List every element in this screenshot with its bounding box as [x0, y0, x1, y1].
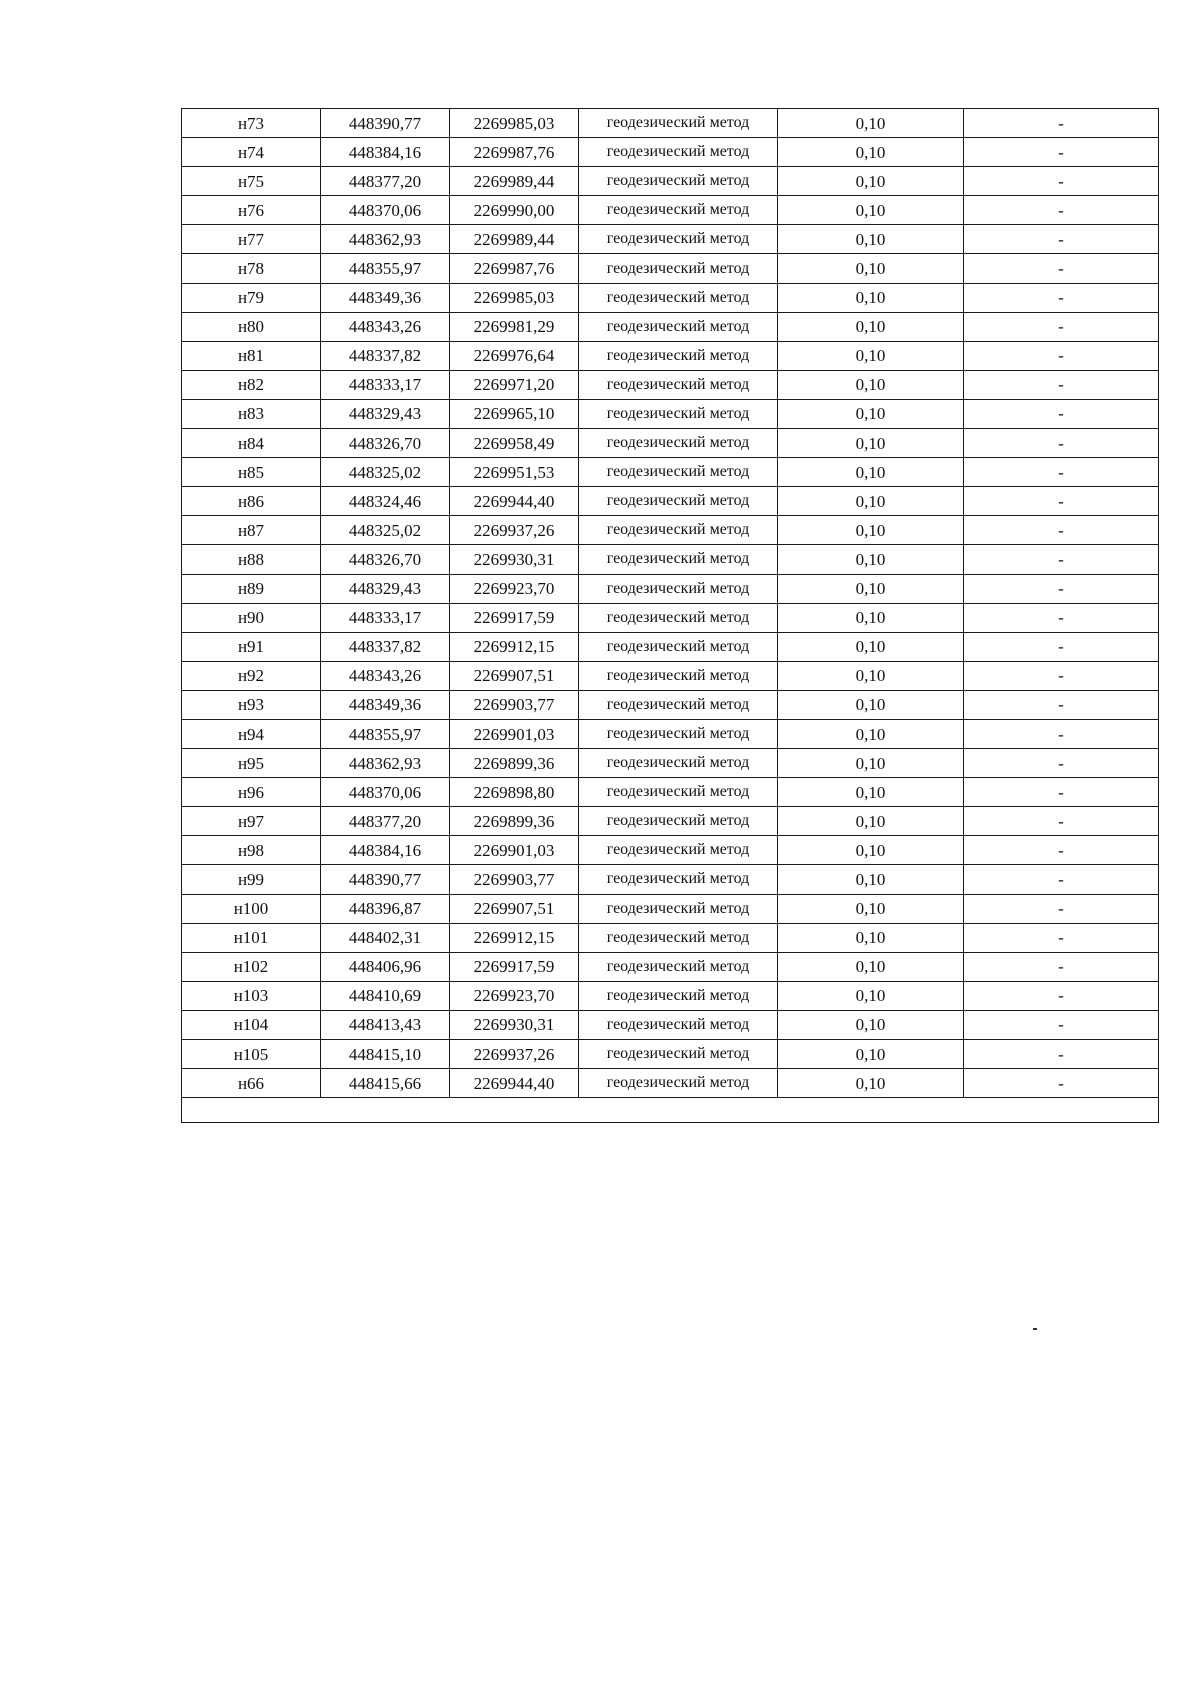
note-cell: - [964, 341, 1159, 370]
method-cell: геодезический метод [579, 370, 778, 399]
table-row [182, 807, 1159, 836]
table-row [182, 1069, 1159, 1098]
method-cell: геодезический метод [579, 836, 778, 865]
note-cell: - [964, 603, 1159, 632]
x-coordinate-cell: 448325,02 [321, 458, 450, 487]
point-number-cell: н105 [182, 1040, 321, 1069]
table-row [182, 1040, 1159, 1069]
table-row [182, 865, 1159, 894]
table-row [182, 516, 1159, 545]
y-coordinate-cell: 2269903,77 [450, 690, 579, 719]
point-number-cell: н95 [182, 749, 321, 778]
x-coordinate-cell: 448355,97 [321, 254, 450, 283]
x-coordinate-cell: 448355,97 [321, 719, 450, 748]
point-number-cell: н83 [182, 399, 321, 428]
method-cell: геодезический метод [579, 458, 778, 487]
method-cell: геодезический метод [579, 283, 778, 312]
x-coordinate-cell: 448402,31 [321, 923, 450, 952]
method-cell: геодезический метод [579, 923, 778, 952]
x-coordinate-cell: 448370,06 [321, 196, 450, 225]
table-row [182, 370, 1159, 399]
accuracy-cell: 0,10 [778, 1069, 964, 1098]
point-number-cell: н103 [182, 981, 321, 1010]
method-cell: геодезический метод [579, 778, 778, 807]
point-number-cell: н76 [182, 196, 321, 225]
x-coordinate-cell: 448333,17 [321, 603, 450, 632]
table-row [182, 836, 1159, 865]
point-number-cell: н80 [182, 312, 321, 341]
table-row [182, 458, 1159, 487]
table-row [182, 778, 1159, 807]
x-coordinate-cell: 448384,16 [321, 138, 450, 167]
empty-footer-row [182, 1098, 1159, 1123]
note-cell: - [964, 370, 1159, 399]
x-coordinate-cell: 448326,70 [321, 545, 450, 574]
accuracy-cell: 0,10 [778, 574, 964, 603]
y-coordinate-cell: 2269917,59 [450, 952, 579, 981]
table-row [182, 574, 1159, 603]
table-row [182, 894, 1159, 923]
table-row [182, 138, 1159, 167]
method-cell: геодезический метод [579, 487, 778, 516]
y-coordinate-cell: 2269901,03 [450, 836, 579, 865]
y-coordinate-cell: 2269944,40 [450, 1069, 579, 1098]
x-coordinate-cell: 448343,26 [321, 312, 450, 341]
accuracy-cell: 0,10 [778, 749, 964, 778]
note-cell: - [964, 574, 1159, 603]
table-row [182, 1010, 1159, 1039]
point-number-cell: н78 [182, 254, 321, 283]
y-coordinate-cell: 2269958,49 [450, 429, 579, 458]
note-cell: - [964, 894, 1159, 923]
table-row [182, 719, 1159, 748]
point-number-cell: н75 [182, 167, 321, 196]
x-coordinate-cell: 448390,77 [321, 865, 450, 894]
point-number-cell: н91 [182, 632, 321, 661]
x-coordinate-cell: 448384,16 [321, 836, 450, 865]
y-coordinate-cell: 2269937,26 [450, 1040, 579, 1069]
note-cell: - [964, 283, 1159, 312]
y-coordinate-cell: 2269901,03 [450, 719, 579, 748]
method-cell: геодезический метод [579, 399, 778, 428]
x-coordinate-cell: 448349,36 [321, 690, 450, 719]
accuracy-cell: 0,10 [778, 952, 964, 981]
note-cell: - [964, 109, 1159, 138]
method-cell: геодезический метод [579, 138, 778, 167]
method-cell: геодезический метод [579, 1040, 778, 1069]
note-cell: - [964, 807, 1159, 836]
method-cell: геодезический метод [579, 167, 778, 196]
method-cell: геодезический метод [579, 1069, 778, 1098]
y-coordinate-cell: 2269987,76 [450, 254, 579, 283]
accuracy-cell: 0,10 [778, 661, 964, 690]
table-body [182, 109, 1159, 1123]
table-row [182, 749, 1159, 778]
accuracy-cell: 0,10 [778, 923, 964, 952]
method-cell: геодезический метод [579, 109, 778, 138]
x-coordinate-cell: 448415,66 [321, 1069, 450, 1098]
x-coordinate-cell: 448337,82 [321, 632, 450, 661]
x-coordinate-cell: 448333,17 [321, 370, 450, 399]
accuracy-cell: 0,10 [778, 516, 964, 545]
x-coordinate-cell: 448326,70 [321, 429, 450, 458]
point-number-cell: н98 [182, 836, 321, 865]
point-number-cell: н99 [182, 865, 321, 894]
y-coordinate-cell: 2269930,31 [450, 1010, 579, 1039]
accuracy-cell: 0,10 [778, 429, 964, 458]
accuracy-cell: 0,10 [778, 981, 964, 1010]
point-number-cell: н88 [182, 545, 321, 574]
table-row [182, 399, 1159, 428]
note-cell: - [964, 1040, 1159, 1069]
note-cell: - [964, 1010, 1159, 1039]
accuracy-cell: 0,10 [778, 109, 964, 138]
table-row [182, 952, 1159, 981]
note-cell: - [964, 196, 1159, 225]
table-row [182, 545, 1159, 574]
x-coordinate-cell: 448390,77 [321, 109, 450, 138]
x-coordinate-cell: 448415,10 [321, 1040, 450, 1069]
accuracy-cell: 0,10 [778, 865, 964, 894]
method-cell: геодезический метод [579, 894, 778, 923]
y-coordinate-cell: 2269965,10 [450, 399, 579, 428]
method-cell: геодезический метод [579, 429, 778, 458]
note-cell: - [964, 749, 1159, 778]
method-cell: геодезический метод [579, 1010, 778, 1039]
accuracy-cell: 0,10 [778, 894, 964, 923]
method-cell: геодезический метод [579, 719, 778, 748]
method-cell: геодезический метод [579, 196, 778, 225]
table-row [182, 487, 1159, 516]
point-number-cell: н94 [182, 719, 321, 748]
x-coordinate-cell: 448349,36 [321, 283, 450, 312]
table-row [182, 196, 1159, 225]
y-coordinate-cell: 2269912,15 [450, 632, 579, 661]
accuracy-cell: 0,10 [778, 458, 964, 487]
table-row [182, 923, 1159, 952]
point-number-cell: н90 [182, 603, 321, 632]
coordinates-table [181, 108, 1159, 1123]
note-cell: - [964, 516, 1159, 545]
note-cell: - [964, 487, 1159, 516]
point-number-cell: н84 [182, 429, 321, 458]
method-cell: геодезический метод [579, 632, 778, 661]
x-coordinate-cell: 448406,96 [321, 952, 450, 981]
accuracy-cell: 0,10 [778, 778, 964, 807]
method-cell: геодезический метод [579, 690, 778, 719]
accuracy-cell: 0,10 [778, 196, 964, 225]
y-coordinate-cell: 2269899,36 [450, 807, 579, 836]
note-cell: - [964, 981, 1159, 1010]
x-coordinate-cell: 448343,26 [321, 661, 450, 690]
point-number-cell: н82 [182, 370, 321, 399]
note-cell: - [964, 545, 1159, 574]
table-row [182, 254, 1159, 283]
accuracy-cell: 0,10 [778, 487, 964, 516]
accuracy-cell: 0,10 [778, 836, 964, 865]
accuracy-cell: 0,10 [778, 341, 964, 370]
note-cell: - [964, 661, 1159, 690]
y-coordinate-cell: 2269898,80 [450, 778, 579, 807]
point-number-cell: н77 [182, 225, 321, 254]
point-number-cell: н85 [182, 458, 321, 487]
accuracy-cell: 0,10 [778, 632, 964, 661]
y-coordinate-cell: 2269917,59 [450, 603, 579, 632]
accuracy-cell: 0,10 [778, 167, 964, 196]
note-cell: - [964, 836, 1159, 865]
y-coordinate-cell: 2269930,31 [450, 545, 579, 574]
table-row [182, 312, 1159, 341]
table-row [182, 429, 1159, 458]
x-coordinate-cell: 448413,43 [321, 1010, 450, 1039]
method-cell: геодезический метод [579, 312, 778, 341]
note-cell: - [964, 312, 1159, 341]
accuracy-cell: 0,10 [778, 370, 964, 399]
note-cell: - [964, 138, 1159, 167]
y-coordinate-cell: 2269923,70 [450, 981, 579, 1010]
empty-footer-cell [182, 1098, 1159, 1123]
method-cell: геодезический метод [579, 661, 778, 690]
note-cell: - [964, 778, 1159, 807]
table-row [182, 109, 1159, 138]
note-cell: - [964, 254, 1159, 283]
table-row [182, 632, 1159, 661]
note-cell: - [964, 690, 1159, 719]
y-coordinate-cell: 2269899,36 [450, 749, 579, 778]
x-coordinate-cell: 448329,43 [321, 574, 450, 603]
y-coordinate-cell: 2269912,15 [450, 923, 579, 952]
stray-mark [1033, 1328, 1037, 1330]
accuracy-cell: 0,10 [778, 138, 964, 167]
y-coordinate-cell: 2269989,44 [450, 167, 579, 196]
y-coordinate-cell: 2269989,44 [450, 225, 579, 254]
accuracy-cell: 0,10 [778, 254, 964, 283]
y-coordinate-cell: 2269976,64 [450, 341, 579, 370]
accuracy-cell: 0,10 [778, 225, 964, 254]
accuracy-cell: 0,10 [778, 690, 964, 719]
method-cell: геодезический метод [579, 981, 778, 1010]
y-coordinate-cell: 2269944,40 [450, 487, 579, 516]
table-row [182, 341, 1159, 370]
x-coordinate-cell: 448410,69 [321, 981, 450, 1010]
note-cell: - [964, 458, 1159, 487]
method-cell: геодезический метод [579, 807, 778, 836]
point-number-cell: н104 [182, 1010, 321, 1039]
x-coordinate-cell: 448329,43 [321, 399, 450, 428]
point-number-cell: н89 [182, 574, 321, 603]
table-row [182, 690, 1159, 719]
y-coordinate-cell: 2269923,70 [450, 574, 579, 603]
point-number-cell: н73 [182, 109, 321, 138]
method-cell: геодезический метод [579, 225, 778, 254]
y-coordinate-cell: 2269990,00 [450, 196, 579, 225]
table-row [182, 167, 1159, 196]
accuracy-cell: 0,10 [778, 1040, 964, 1069]
x-coordinate-cell: 448377,20 [321, 807, 450, 836]
y-coordinate-cell: 2269907,51 [450, 661, 579, 690]
x-coordinate-cell: 448370,06 [321, 778, 450, 807]
y-coordinate-cell: 2269971,20 [450, 370, 579, 399]
accuracy-cell: 0,10 [778, 312, 964, 341]
point-number-cell: н81 [182, 341, 321, 370]
x-coordinate-cell: 448324,46 [321, 487, 450, 516]
x-coordinate-cell: 448362,93 [321, 749, 450, 778]
method-cell: геодезический метод [579, 749, 778, 778]
x-coordinate-cell: 448396,87 [321, 894, 450, 923]
note-cell: - [964, 429, 1159, 458]
point-number-cell: н74 [182, 138, 321, 167]
note-cell: - [964, 952, 1159, 981]
method-cell: геодезический метод [579, 341, 778, 370]
y-coordinate-cell: 2269937,26 [450, 516, 579, 545]
y-coordinate-cell: 2269985,03 [450, 283, 579, 312]
accuracy-cell: 0,10 [778, 283, 964, 312]
x-coordinate-cell: 448337,82 [321, 341, 450, 370]
y-coordinate-cell: 2269903,77 [450, 865, 579, 894]
point-number-cell: н102 [182, 952, 321, 981]
x-coordinate-cell: 448362,93 [321, 225, 450, 254]
method-cell: геодезический метод [579, 574, 778, 603]
point-number-cell: н100 [182, 894, 321, 923]
y-coordinate-cell: 2269987,76 [450, 138, 579, 167]
table-row [182, 283, 1159, 312]
accuracy-cell: 0,10 [778, 545, 964, 574]
accuracy-cell: 0,10 [778, 603, 964, 632]
point-number-cell: н96 [182, 778, 321, 807]
method-cell: геодезический метод [579, 865, 778, 894]
accuracy-cell: 0,10 [778, 807, 964, 836]
method-cell: геодезический метод [579, 254, 778, 283]
table-row [182, 225, 1159, 254]
x-coordinate-cell: 448377,20 [321, 167, 450, 196]
accuracy-cell: 0,10 [778, 399, 964, 428]
note-cell: - [964, 923, 1159, 952]
note-cell: - [964, 865, 1159, 894]
point-number-cell: н66 [182, 1069, 321, 1098]
note-cell: - [964, 225, 1159, 254]
y-coordinate-cell: 2269981,29 [450, 312, 579, 341]
note-cell: - [964, 632, 1159, 661]
point-number-cell: н92 [182, 661, 321, 690]
note-cell: - [964, 167, 1159, 196]
note-cell: - [964, 399, 1159, 428]
method-cell: геодезический метод [579, 603, 778, 632]
method-cell: геодезический метод [579, 952, 778, 981]
y-coordinate-cell: 2269907,51 [450, 894, 579, 923]
y-coordinate-cell: 2269951,53 [450, 458, 579, 487]
accuracy-cell: 0,10 [778, 1010, 964, 1039]
point-number-cell: н97 [182, 807, 321, 836]
x-coordinate-cell: 448325,02 [321, 516, 450, 545]
point-number-cell: н86 [182, 487, 321, 516]
method-cell: геодезический метод [579, 545, 778, 574]
point-number-cell: н101 [182, 923, 321, 952]
table-row [182, 661, 1159, 690]
point-number-cell: н87 [182, 516, 321, 545]
point-number-cell: н79 [182, 283, 321, 312]
note-cell: - [964, 719, 1159, 748]
table-row [182, 603, 1159, 632]
accuracy-cell: 0,10 [778, 719, 964, 748]
note-cell: - [964, 1069, 1159, 1098]
point-number-cell: н93 [182, 690, 321, 719]
y-coordinate-cell: 2269985,03 [450, 109, 579, 138]
table-row [182, 981, 1159, 1010]
method-cell: геодезический метод [579, 516, 778, 545]
